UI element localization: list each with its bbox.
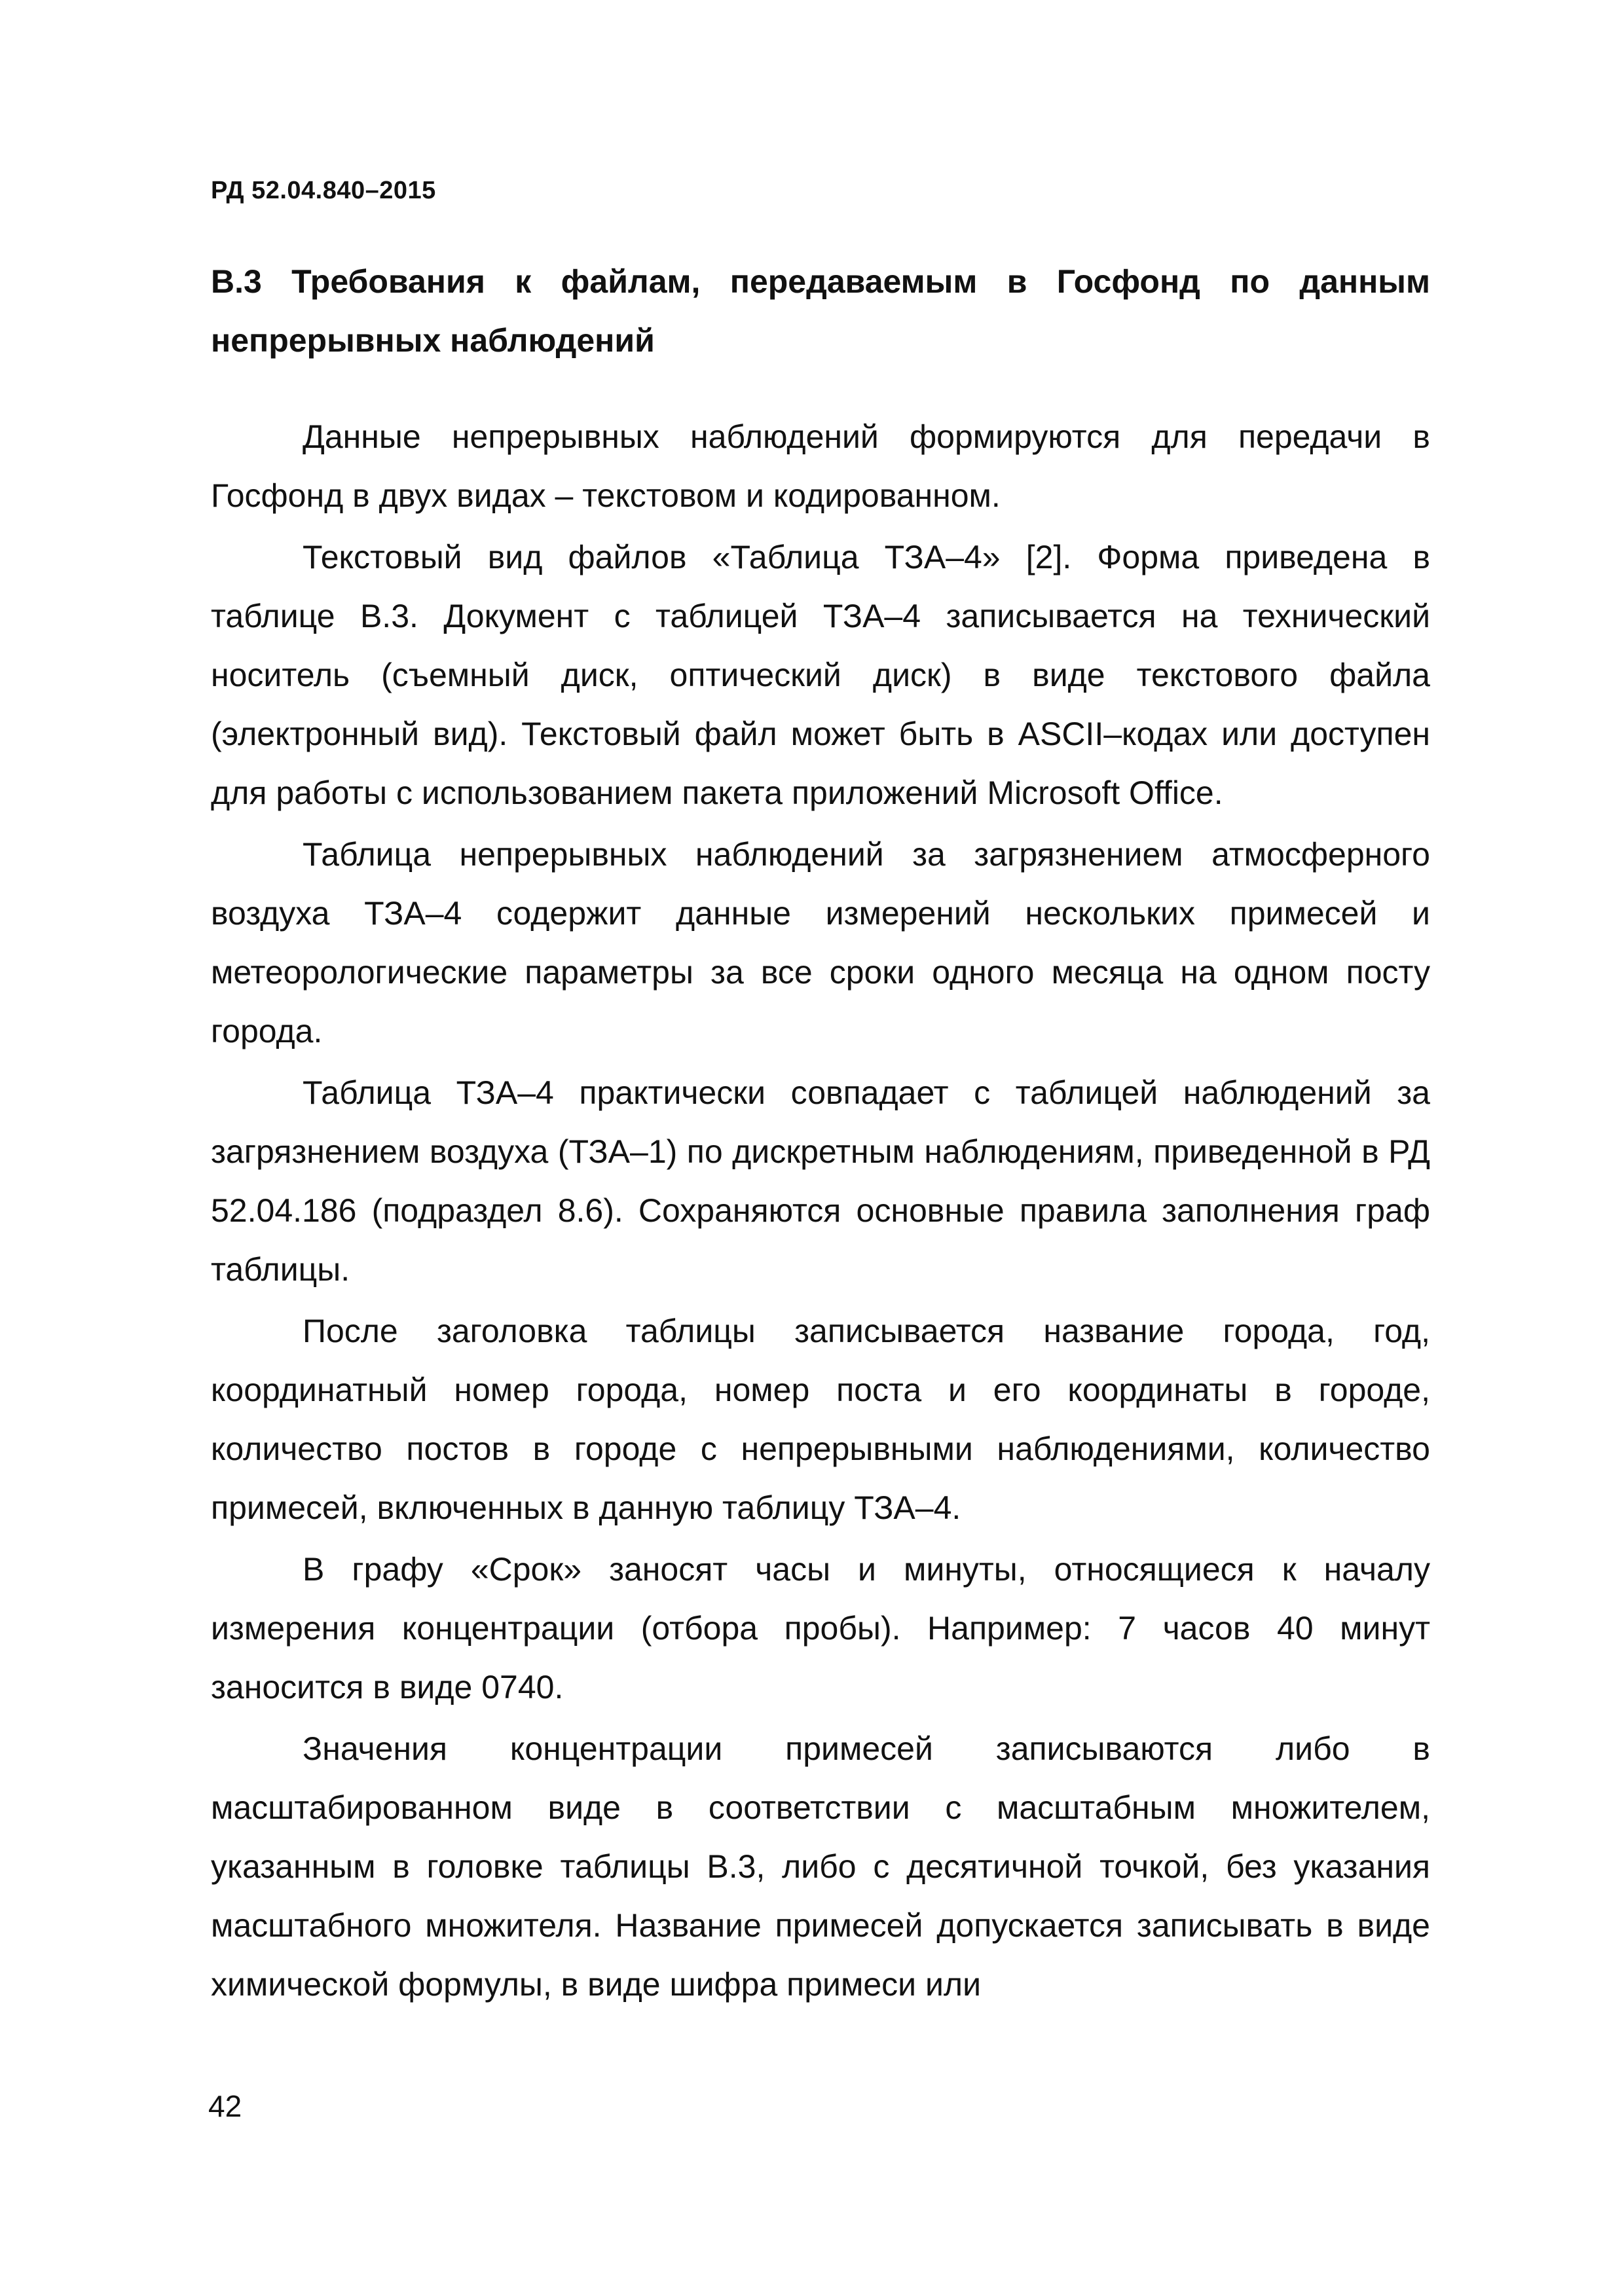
paragraph: Таблица непрерывных наблюдений за загрязнением атмосферного воздуха ТЗА–4 содержит данные измерений нескольких примесей и метеорологические параметры за все сроки одного месяца на одном посту города. (211, 836, 1430, 1049)
paragraph: Значения концентрации примесей записываются либо в масштабированном виде в соответствии с масштабным множителем, указанным в головке таблицы В.3, либо с десятичной точкой, без указания масштабного множителя. Название примесей допускается записывать в виде химической формулы, в виде шифра примеси или (211, 1730, 1430, 2003)
section-heading: В.3 Требования к файлам, передаваемым в Госфонд по данным непрерывных наблюдений (211, 263, 1430, 359)
paragraph: Данные непрерывных наблюдений формируются для передачи в Госфонд в двух видах – текстовом и кодированном. (211, 418, 1430, 514)
paragraph: После заголовка таблицы записывается название города, год, координатный номер города, номер поста и его координаты в городе, количество постов в городе с непрерывными наблюдениями, количество примесей, включенных в данную таблицу ТЗА–4. (211, 1313, 1430, 1526)
page-number: 42 (208, 2089, 242, 2123)
paragraph: Текстовый вид файлов «Таблица ТЗА–4» [2]. Форма приведена в таблице В.3. Документ с таблицей ТЗА–4 записывается на технический носитель (съемный диск, оптический диск) в виде текстового файла (электронный вид). Текстовый файл может быть в ASCII–кодах или доступен для работы с использованием пакета приложений Microsoft Office. (211, 539, 1430, 811)
paragraph: В графу «Срок» заносят часы и минуты, относящиеся к началу измерения концентрации (отбора пробы). Например: 7 часов 40 минут заносится в виде 0740. (211, 1551, 1430, 1705)
body-text (211, 407, 1430, 2016)
paragraph: Таблица ТЗА–4 практически совпадает с таблицей наблюдений за загрязнением воздуха (ТЗА–1) по дискретным наблюдениям, приведенной в РД 52.04.186 (подраздел 8.6). Сохраняются основные правила заполнения граф таблицы. (211, 1074, 1430, 1288)
document-code: РД 52.04.840–2015 (211, 177, 436, 204)
